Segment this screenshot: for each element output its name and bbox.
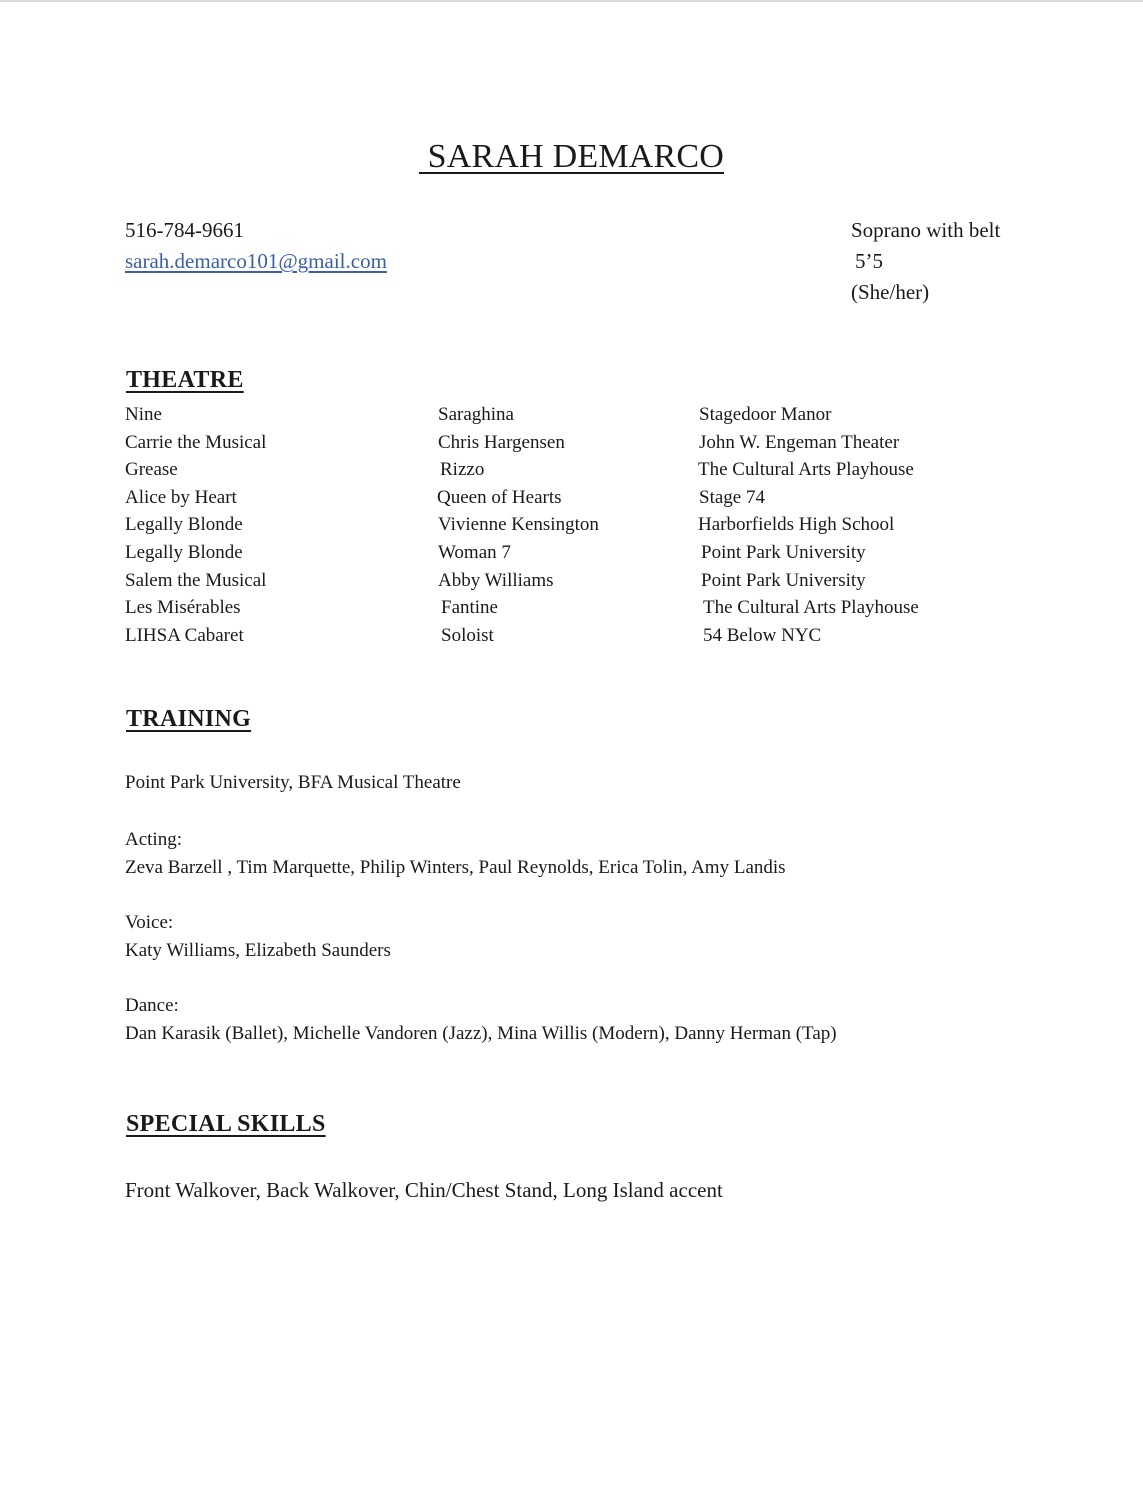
credit-venue: John W. Engeman Theater <box>699 431 900 453</box>
credit-role: Abby Williams <box>438 569 554 591</box>
pronouns: (She/her) <box>851 280 930 304</box>
credit-role: Vivienne Kensington <box>438 514 599 536</box>
voice-teachers: Katy Williams, Elizabeth Saunders <box>125 940 391 961</box>
acting-training <box>125 826 786 882</box>
credit-show: Salem the Musical <box>125 569 267 591</box>
credit-role: Saraghina <box>438 404 514 425</box>
credit-show: Les Misérables <box>125 597 241 619</box>
credit-venue: The Cultural Arts Playhouse <box>703 597 919 619</box>
dance-teachers: Dan Karasik (Ballet), Michelle Vandoren (Jazz), Mina Willis (Modern), Danny Herman (Tap) <box>125 1023 837 1044</box>
credit-show: Legally Blonde <box>125 514 243 536</box>
credit-show: Legally Blonde <box>125 541 243 563</box>
performer-stats <box>851 215 1000 308</box>
acting-teachers: Zeva Barzell , Tim Marquette, Philip Winters, Paul Reynolds, Erica Tolin, Amy Landis <box>125 857 786 878</box>
training-heading: TRAINING <box>126 706 252 732</box>
name-text: SARAH DEMARCO <box>418 138 725 175</box>
height: 5’5 <box>855 249 883 273</box>
dance-label: Dance: <box>125 995 179 1016</box>
contact-info <box>125 215 387 277</box>
voice-label: Voice: <box>125 912 174 933</box>
resume-name <box>0 138 1143 176</box>
email-link[interactable]: sarah.demarco101@gmail.com <box>125 249 387 273</box>
credit-venue: 54 Below NYC <box>703 624 822 646</box>
credit-show: LIHSA Cabaret <box>125 624 244 646</box>
credit-venue: Point Park University <box>701 541 866 563</box>
training-school: Point Park University, BFA Musical Theatre <box>125 772 461 793</box>
voice-type: Soprano with belt <box>851 218 1001 242</box>
page-top-border <box>0 0 1143 2</box>
special-skills-heading: SPECIAL SKILLS <box>126 1111 326 1137</box>
special-skills-list: Front Walkover, Back Walkover, Chin/Chest Stand, Long Island accent <box>125 1178 723 1202</box>
credit-venue: The Cultural Arts Playhouse <box>698 459 914 481</box>
credit-role: Rizzo <box>440 459 485 481</box>
credit-venue: Stage 74 <box>699 486 765 508</box>
credit-role: Queen of Hearts <box>437 486 562 508</box>
voice-training <box>125 909 391 965</box>
credit-venue: Stagedoor Manor <box>699 404 832 425</box>
credit-role: Woman 7 <box>438 541 511 563</box>
credit-venue: Point Park University <box>701 569 866 591</box>
credit-venue: Harborfields High School <box>698 514 895 536</box>
acting-label: Acting: <box>125 829 182 850</box>
theatre-heading: THEATRE <box>126 367 244 393</box>
credit-show: Nine <box>125 404 162 425</box>
credit-role: Chris Hargensen <box>438 431 565 453</box>
phone-number: 516-784-9661 <box>125 218 244 242</box>
credit-show: Alice by Heart <box>125 486 237 508</box>
dance-training <box>125 992 837 1048</box>
credit-role: Soloist <box>441 624 494 646</box>
credit-role: Fantine <box>441 597 498 619</box>
credit-show: Grease <box>125 459 178 481</box>
credit-show: Carrie the Musical <box>125 431 267 453</box>
